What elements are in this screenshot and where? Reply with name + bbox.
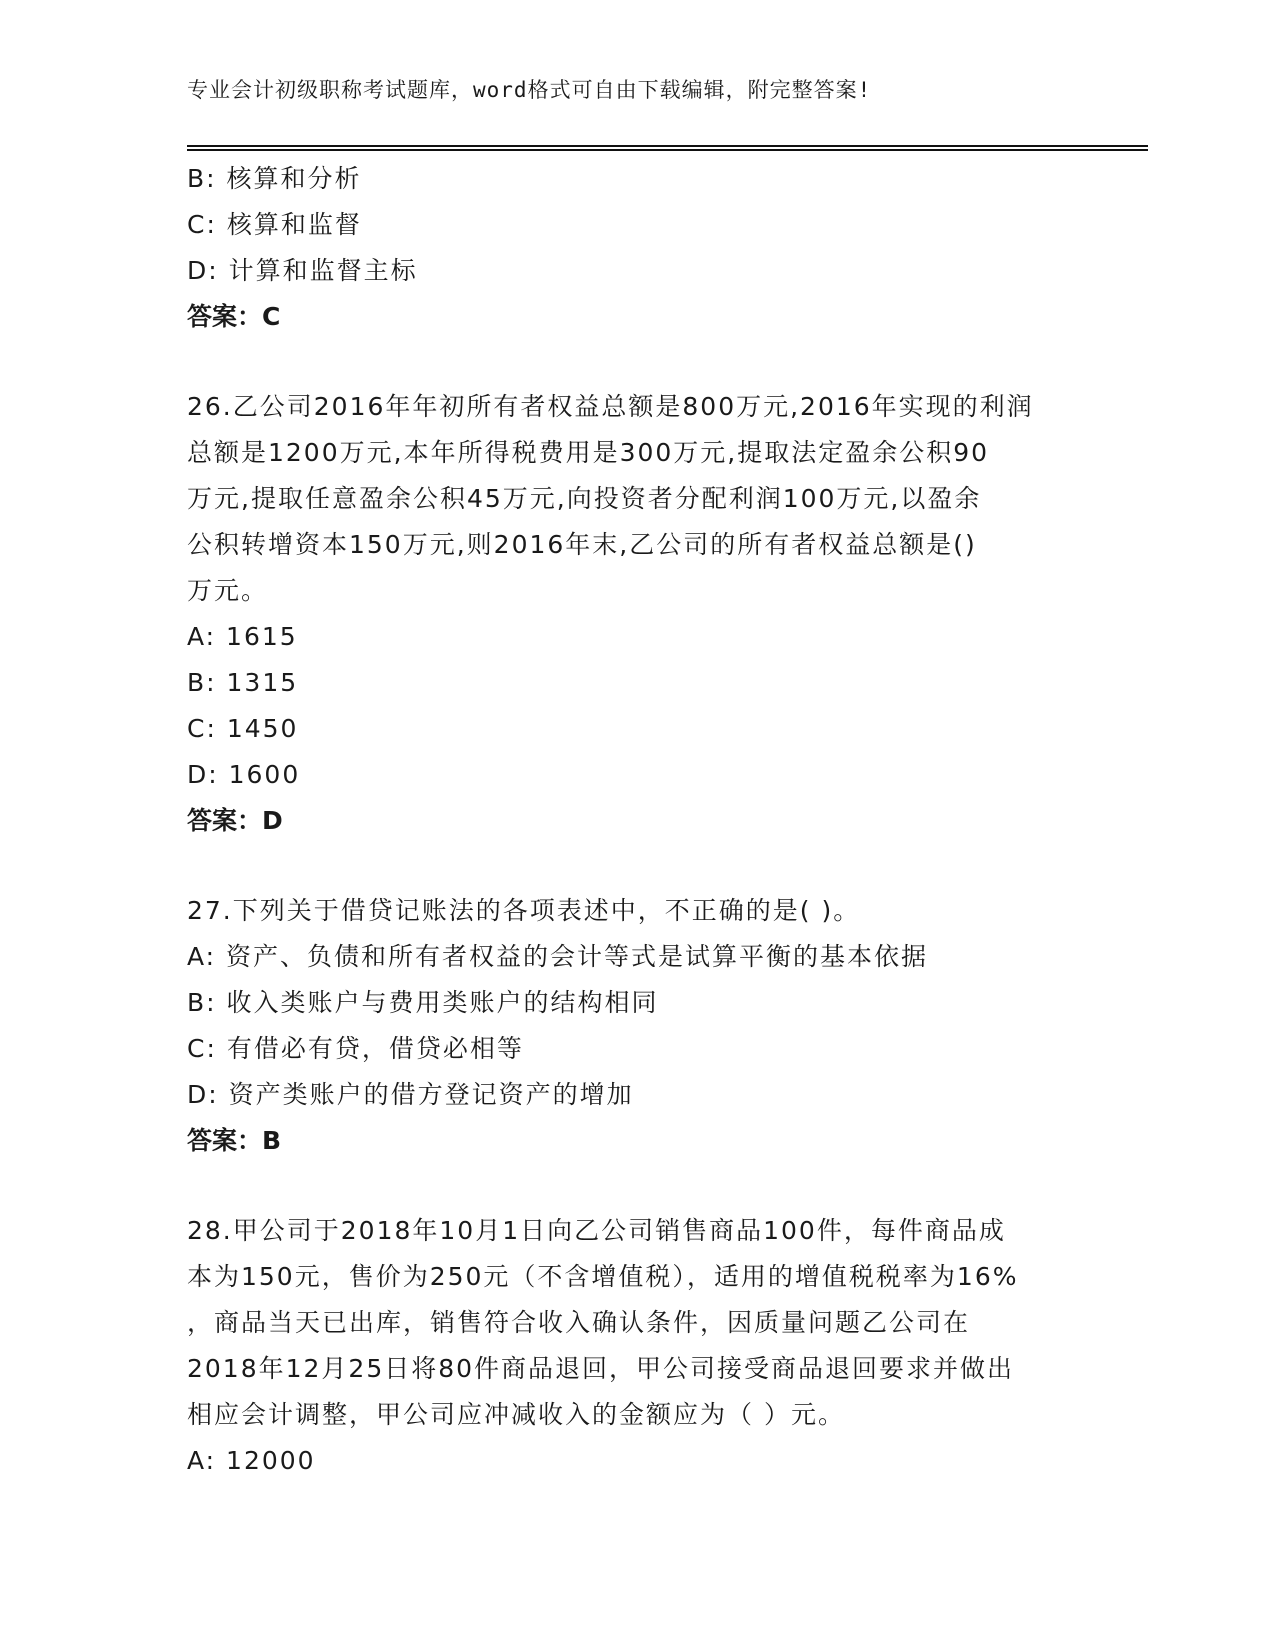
question-27-option-c: C: 有借必有贷，借贷必相等 <box>187 1034 524 1063</box>
question-26-stem: 26.乙公司2016年年初所有者权益总额是800万元,2016年实现的利润 <box>187 392 1034 421</box>
header-rule <box>187 145 1148 147</box>
question-26-stem: 万元,提取任意盈余公积45万元,向投资者分配利润100万元,以盈余 <box>187 484 982 513</box>
question-26-option-a: A: 1615 <box>187 622 298 651</box>
question-content <box>187 156 1087 1484</box>
question-26-option-d: D: 1600 <box>187 760 301 789</box>
question-26-answer: 答案：D <box>187 806 283 835</box>
question-26-stem: 总额是1200万元,本年所得税费用是300万元,提取法定盈余公积90 <box>187 438 990 467</box>
option-d: D: 计算和监督主标 <box>187 256 418 285</box>
question-28-stem: 28.甲公司于2018年10月1日向乙公司销售商品100件，每件商品成 <box>187 1216 1006 1245</box>
question-26-stem: 公积转增资本150万元,则2016年末,乙公司的所有者权益总额是() <box>187 530 977 559</box>
question-27-answer: 答案：B <box>187 1126 282 1155</box>
question-28-option-a: A: 12000 <box>187 1446 316 1475</box>
question-28-stem: 相应会计调整，甲公司应冲减收入的金额应为（ ）元。 <box>187 1400 845 1429</box>
question-28-stem: 本为150元，售价为250元（不含增值税），适用的增值税税率为16% <box>187 1262 1019 1291</box>
question-28-stem: ，商品当天已出库，销售符合收入确认条件，因质量问题乙公司在 <box>187 1308 971 1337</box>
page-header: 专业会计初级职称考试题库，word格式可自由下载编辑，附完整答案! <box>187 78 872 102</box>
question-27-option-a: A: 资产、负债和所有者权益的会计等式是试算平衡的基本依据 <box>187 942 929 971</box>
question-26-option-c: C: 1450 <box>187 714 299 743</box>
question-27-option-d: D: 资产类账户的借方登记资产的增加 <box>187 1080 634 1109</box>
question-26-option-b: B: 1315 <box>187 668 299 697</box>
option-b: B: 核算和分析 <box>187 164 362 193</box>
answer-line: 答案：C <box>187 302 281 331</box>
option-c: C: 核算和监督 <box>187 210 362 239</box>
question-28-stem: 2018年12月25日将80件商品退回，甲公司接受商品退回要求并做出 <box>187 1354 1015 1383</box>
header-rule-second <box>187 149 1148 151</box>
question-27-option-b: B: 收入类账户与费用类账户的结构相同 <box>187 988 659 1017</box>
question-26-stem: 万元。 <box>187 576 269 605</box>
question-27-stem: 27.下列关于借贷记账法的各项表述中，不正确的是( )。 <box>187 896 861 925</box>
